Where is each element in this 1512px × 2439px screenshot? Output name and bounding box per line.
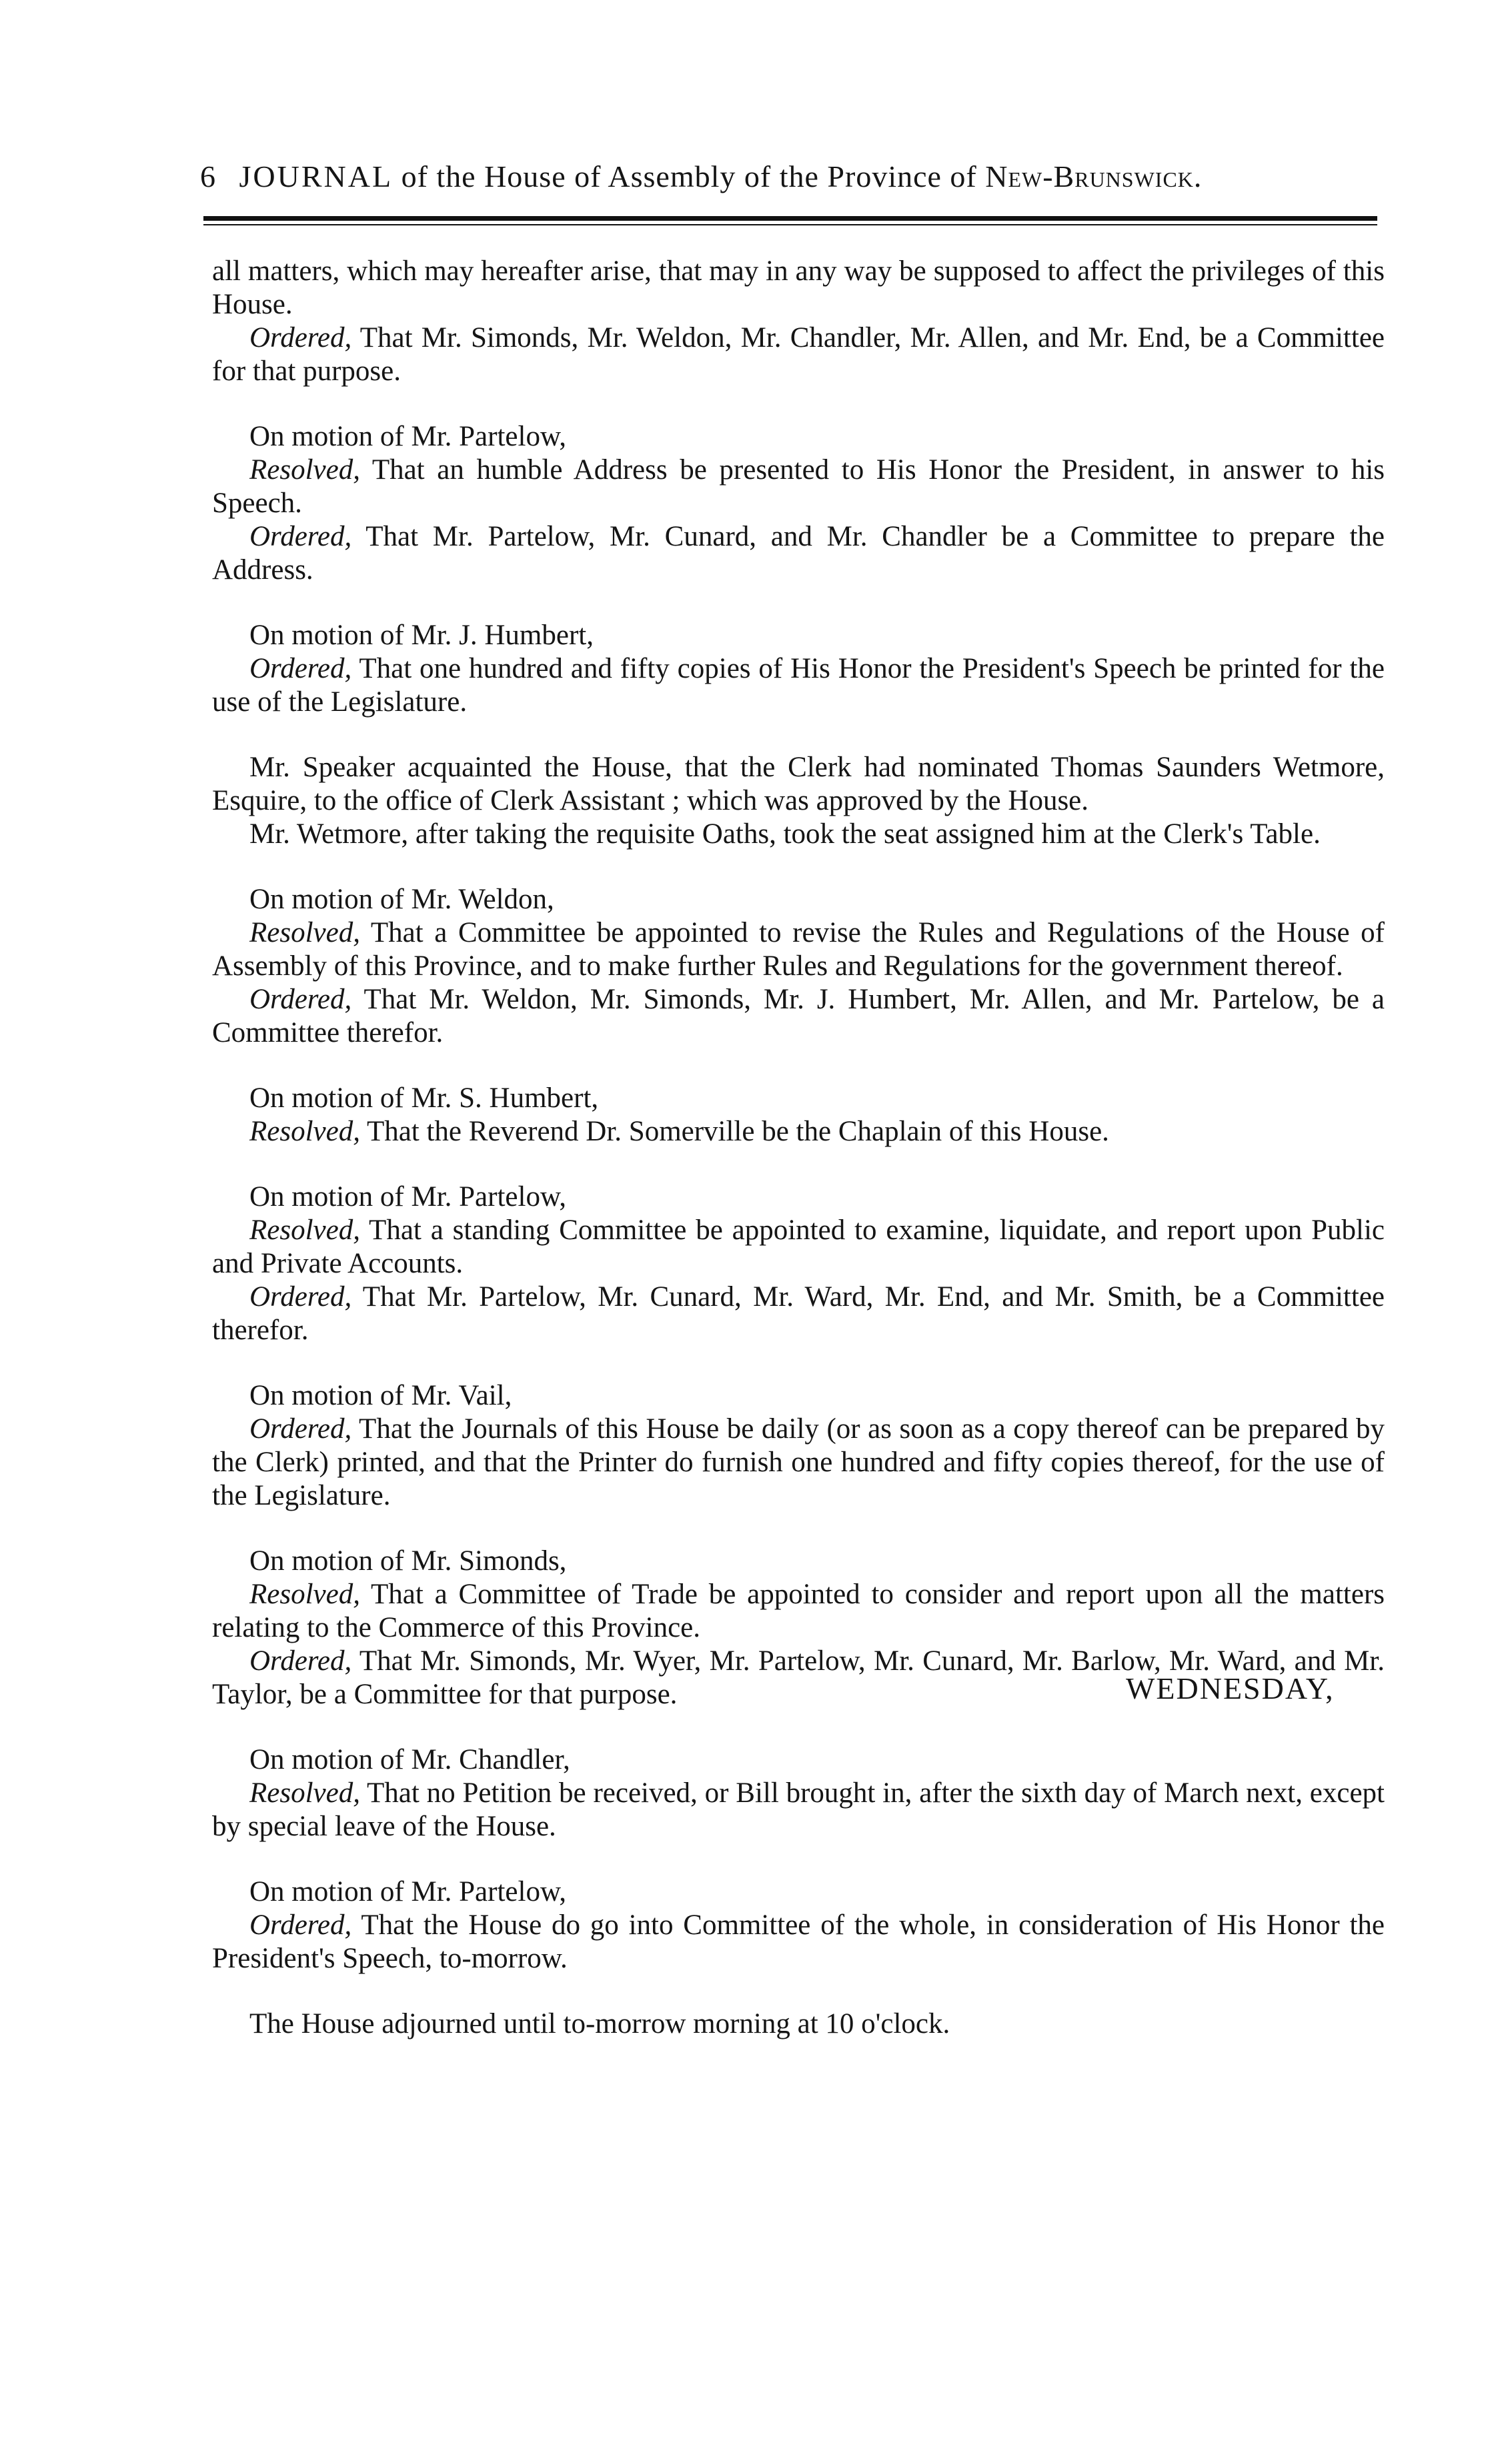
entry-block xyxy=(212,619,1385,719)
entry-line-text: Mr. Speaker acquainted the House, that the Clerk had nominated Thomas Saunders Wetmore, Esquire, to the office of Clerk Assistant ; which was approved by the House. xyxy=(212,752,1385,816)
entry-block xyxy=(212,1743,1385,1843)
entry-text xyxy=(212,255,1385,321)
entry-keyword: Resolved, xyxy=(249,1116,360,1147)
entry-line-text: That the House do go into Committee of the whole, in consideration of His Honor the President's Speech, to-morrow. xyxy=(212,1909,1385,1974)
catchword: WEDNESDAY, xyxy=(1126,1671,1335,1705)
entry-line-text: On motion of Mr. Partelow, xyxy=(249,1876,566,1907)
entry-block xyxy=(212,420,1385,587)
entry-block xyxy=(212,255,1385,388)
entry-text xyxy=(212,1082,1385,1115)
entry-line-text: That Mr. Partelow, Mr. Cunard, and Mr. Chandler be a Committee to prepare the Address. xyxy=(212,521,1385,586)
entry-block xyxy=(212,1379,1385,1513)
entry-text xyxy=(212,1379,1385,1413)
entry-keyword: Ordered, xyxy=(249,1281,352,1313)
entry-line xyxy=(212,1214,1385,1281)
entry-block xyxy=(212,1180,1385,1347)
entry-line-text: That Mr. Simonds, Mr. Weldon, Mr. Chandler, Mr. Allen, and Mr. End, be a Committee for that purpose. xyxy=(212,322,1385,387)
entry-line xyxy=(212,454,1385,520)
entry-line-text: That Mr. Partelow, Mr. Cunard, Mr. Ward, Mr. End, and Mr. Smith, be a Committee therefor. xyxy=(212,1281,1385,1346)
entry-keyword: Ordered, xyxy=(249,984,352,1015)
entry-line-text: On motion of Mr. Weldon, xyxy=(249,884,554,915)
entry-line-text: That a Committee of Trade be appointed to consider and report upon all the matters relating to the Commerce of this Province. xyxy=(212,1579,1385,1643)
entry-line-text: That no Petition be received, or Bill brought in, after the sixth day of March next, except by special leave of the House. xyxy=(212,1777,1385,1842)
header-rule-thick xyxy=(203,216,1377,221)
entry-line-text: That a standing Committee be appointed to examine, liquidate, and report upon Public and Private Accounts. xyxy=(212,1214,1385,1279)
entry-text xyxy=(212,751,1385,818)
entry-block xyxy=(212,1082,1385,1148)
entry-line-text: all matters, which may hereafter arise, that may in any way be supposed to affect the privileges of this House. xyxy=(212,255,1385,320)
adjournment-line: The House adjourned until to-morrow morning at 10 o'clock. xyxy=(249,2008,950,2040)
header-province: New-Brunswick. xyxy=(985,159,1203,193)
entry-text xyxy=(212,1180,1385,1214)
entry-text xyxy=(212,420,1385,454)
header-rule-thin xyxy=(203,224,1377,225)
entry-keyword: Resolved, xyxy=(249,1777,360,1809)
entry-line-text: That Mr. Weldon, Mr. Simonds, Mr. J. Humbert, Mr. Allen, and Mr. Partelow, be a Committee therefor. xyxy=(212,984,1385,1048)
entry-text xyxy=(212,818,1385,851)
entry-line-text: That a Committee be appointed to revise the Rules and Regulations of the House of Assembly of this Province, and to make further Rules and Regulations for the government thereof. xyxy=(212,917,1385,982)
entry-keyword: Ordered, xyxy=(249,653,352,684)
entry-line-text: That the Journals of this House be daily (or as soon as a copy thereof can be prepared by the Clerk) printed, and that the Printer do furnish one hundred and fifty copies thereof, for the use of the Legislature. xyxy=(212,1413,1385,1511)
entry-keyword: Resolved, xyxy=(249,454,360,486)
entry-line-text: On motion of Mr. Vail, xyxy=(249,1380,512,1411)
entry-line xyxy=(212,983,1385,1050)
entry-line-text: That Mr. Simonds, Mr. Wyer, Mr. Partelow, Mr. Cunard, Mr. Barlow, Mr. Ward, and Mr. Taylor, be a Committee for that purpose. xyxy=(212,1645,1385,1710)
entry-keyword: Resolved, xyxy=(249,917,360,948)
entry-line xyxy=(212,652,1385,719)
running-header xyxy=(200,159,1381,194)
entry-keyword: Resolved, xyxy=(249,1579,360,1610)
entry-line xyxy=(212,1777,1385,1843)
entry-text xyxy=(212,619,1385,652)
entry-line xyxy=(212,520,1385,587)
entry-keyword: Ordered, xyxy=(249,322,352,353)
entry-line-text: On motion of Mr. S. Humbert, xyxy=(249,1082,599,1114)
entry-text xyxy=(212,1545,1385,1578)
entry-keyword: Resolved, xyxy=(249,1214,360,1246)
entry-keyword: Ordered, xyxy=(249,1909,352,1941)
journal-body xyxy=(212,255,1385,2041)
entry-line xyxy=(212,1115,1385,1148)
entry-block xyxy=(212,1875,1385,1975)
entry-line xyxy=(212,321,1385,388)
entry-line-text: That one hundred and fifty copies of His Honor the President's Speech be printed for the use of the Legislature. xyxy=(212,653,1385,718)
entry-line-text: That the Reverend Dr. Somerville be the Chaplain of this House. xyxy=(366,1116,1109,1147)
entry-line xyxy=(212,1413,1385,1513)
entry-keyword: Ordered, xyxy=(249,1645,352,1677)
entry-block xyxy=(212,751,1385,851)
entry-line-text: On motion of Mr. J. Humbert, xyxy=(249,620,594,651)
entry-text xyxy=(212,1875,1385,1909)
entry-line-text: On motion of Mr. Chandler, xyxy=(249,1744,570,1775)
entry-line xyxy=(212,1281,1385,1347)
entry-line-text: On motion of Mr. Partelow, xyxy=(249,1181,566,1212)
entry-line xyxy=(212,916,1385,983)
entry-keyword: Ordered, xyxy=(249,521,352,552)
header-title: of the House of Assembly of the Province of xyxy=(401,159,977,193)
entry-keyword: Ordered, xyxy=(249,1413,352,1445)
entry-line xyxy=(212,1909,1385,1975)
entry-line-text: On motion of Mr. Partelow, xyxy=(249,421,566,452)
entry-text xyxy=(212,883,1385,916)
entry-line-text: That an humble Address be presented to His Honor the President, in answer to his Speech. xyxy=(212,454,1385,519)
header-journal: JOURNAL xyxy=(239,159,394,193)
entry-text xyxy=(212,1743,1385,1777)
entry-line-text: On motion of Mr. Simonds, xyxy=(249,1545,567,1577)
entry-block xyxy=(212,883,1385,1050)
page-number: 6 xyxy=(200,159,216,193)
entry-line xyxy=(212,1578,1385,1645)
entry-line-text: Mr. Wetmore, after taking the requisite Oaths, took the seat assigned him at the Clerk's Table. xyxy=(249,818,1321,850)
